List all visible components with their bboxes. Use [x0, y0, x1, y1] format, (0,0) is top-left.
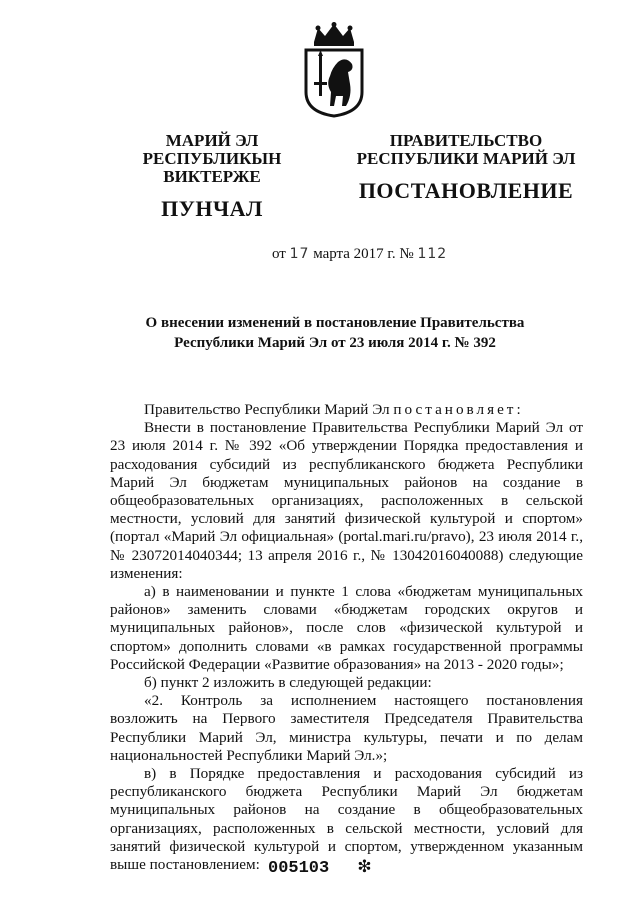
- header-left-line1: МАРИЙ ЭЛ РЕСПУБЛИКЫН: [142, 131, 282, 168]
- date-month-year: марта 2017 г. №: [313, 246, 414, 262]
- header-left-doc-type: ПУНЧАЛ: [161, 196, 263, 221]
- preamble-subject: Правительство Республики Марий Эл: [144, 401, 390, 418]
- date-prefix: от: [272, 246, 286, 262]
- paragraph-item-b: б) пункт 2 изложить в следующей редакции:: [144, 674, 432, 692]
- header-right-doc-type: ПОСТАНОВЛЕНИЕ: [358, 178, 574, 203]
- subject-line1: О внесении изменений в постановление Правительства: [145, 315, 525, 331]
- date-day: 17: [289, 246, 310, 262]
- header-right-line1: ПРАВИТЕЛЬСТВО: [389, 131, 543, 150]
- header-left-line2: ВИКТЕРЖЕ: [163, 167, 261, 186]
- coat-of-arms-icon: [298, 22, 370, 118]
- subject-line2: Республики Марий Эл от 23 июля 2014 г. № 392: [174, 335, 496, 351]
- serial-number: 005103: [268, 859, 330, 878]
- paragraph-main: Внести в постановление Правительства Республики Марий Эл от 23 июля 2014 г. № 392 «Об утверждении Порядка предоставления и расходования субсидий из республиканского бюджета Республики Марий Эл бюджетам муниципальных районов на создание в общеобразовательных организациях, расположенных в сельской местности, условий для занятий физической культурой и спортом» (портал «Марий Эл официальная» (portal.mari.ru/pravo), 23 июля 2014 г., № 23072014040344; 13 апреля 2016 г., № 13042016040088) следующие изменения:: [110, 419, 583, 582]
- header-right: [352, 131, 580, 203]
- document-subject: [110, 313, 560, 353]
- document-number: 112: [417, 246, 448, 262]
- document-body: [110, 401, 583, 874]
- snowflake-icon: ❇: [357, 857, 372, 877]
- paragraph-item-a: а) в наименовании и пункте 1 слова «бюджетам муниципальных районов» заменить словами «бюджетам городских округов и муниципальных районов», после слов «физической культурой и спортом» дополнить словами «в рамках государственной программы Российской Федерации «Развитие образования» на 2013 - 2020 годы»;: [110, 583, 583, 673]
- header-right-line2: РЕСПУБЛИКИ МАРИЙ ЭЛ: [356, 149, 576, 168]
- paragraph-preamble: [110, 401, 583, 419]
- paragraph-quote: «2. Контроль за исполнением настоящего постановления возложить на Первого заместителя Председателя Правительства Республики Марий Эл, министра культуры, печати и по делам национальностей Республики Марий Эл.»;: [110, 692, 583, 764]
- preamble-verb: постановляет:: [393, 401, 524, 418]
- paragraph-item-c: в) в Порядке предоставления и расходования субсидий из республиканского бюджета Республики Марий Эл бюджетам муниципальных районов на создание в общеобразовательных организациях, расположенных в сельской местности, условий для занятий физической культурой и спортом, утвержденном указанным выше постановлением:: [110, 765, 583, 874]
- document-date: [272, 246, 447, 263]
- page-footer: [268, 857, 372, 878]
- header-left: [96, 131, 328, 221]
